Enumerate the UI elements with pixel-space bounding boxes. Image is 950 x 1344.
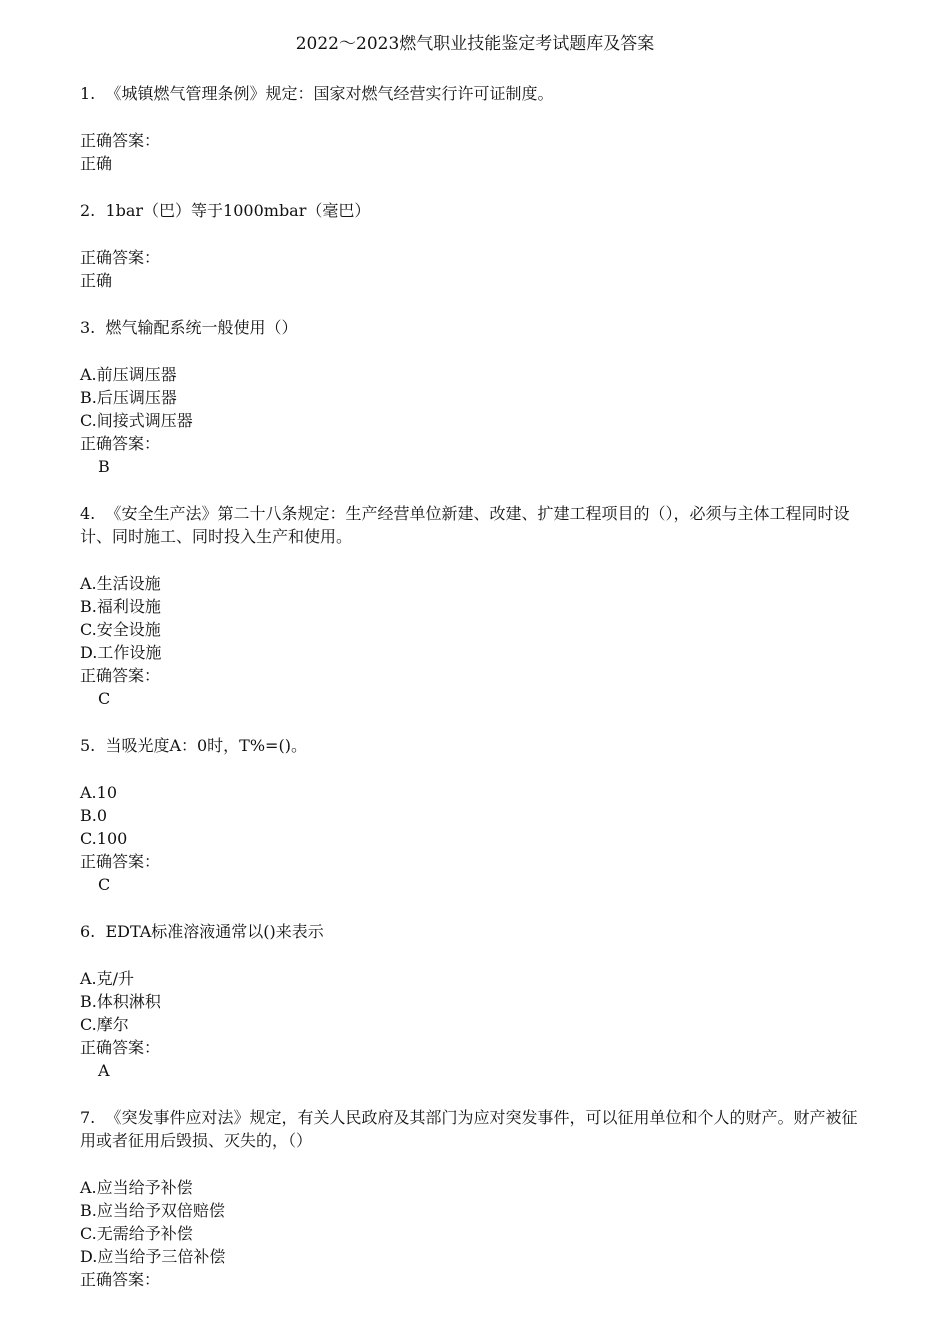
option-c: C.无需给予补偿 bbox=[80, 1224, 193, 1243]
answer-value: B bbox=[98, 457, 110, 476]
answer-value: C bbox=[98, 689, 111, 708]
answer-value: 正确 bbox=[80, 154, 113, 173]
option-b: B.应当给予双倍赔偿 bbox=[80, 1201, 225, 1220]
answer-label: 正确答案： bbox=[80, 1038, 161, 1057]
answer-label: 正确答案： bbox=[80, 1270, 161, 1289]
option-b: B.0 bbox=[80, 806, 108, 825]
option-a: A.应当给予补偿 bbox=[80, 1178, 193, 1197]
question-item bbox=[80, 1106, 870, 1291]
question-stem: 1. 《城镇燃气管理条例》规定：国家对燃气经营实行许可证制度。 bbox=[80, 84, 554, 103]
question-stem: 6. EDTA标准溶液通常以()来表示 bbox=[80, 922, 324, 941]
option-a: A.生活设施 bbox=[80, 574, 161, 593]
option-a: A.10 bbox=[80, 783, 117, 802]
answer-value: 正确 bbox=[80, 271, 113, 290]
question-item bbox=[80, 502, 870, 710]
question-list bbox=[80, 82, 870, 1315]
question-stem: 2. 1bar（巴）等于1000mbar（毫巴） bbox=[80, 201, 371, 220]
question-item bbox=[80, 199, 870, 292]
option-c: C.100 bbox=[80, 829, 128, 848]
option-b: B.福利设施 bbox=[80, 597, 161, 616]
question-item bbox=[80, 920, 870, 1082]
answer-label: 正确答案： bbox=[80, 666, 161, 685]
answer-value: C bbox=[98, 875, 111, 894]
answer-label: 正确答案： bbox=[80, 131, 161, 150]
question-stem: 4. 《安全生产法》第二十八条规定：生产经营单位新建、改建、扩建工程项目的（），必须与主体工程同时设计、同时施工、同时投入生产和使用。 bbox=[80, 504, 850, 546]
option-a: A.前压调压器 bbox=[80, 365, 177, 384]
option-a: A.克/升 bbox=[80, 969, 135, 988]
option-c: C.摩尔 bbox=[80, 1015, 129, 1034]
option-d: D.应当给予三倍补偿 bbox=[80, 1247, 226, 1266]
document-title: 2022～2023燃气职业技能鉴定考试题库及答案 bbox=[295, 34, 655, 54]
option-b: B.体积淋积 bbox=[80, 992, 161, 1011]
option-b: B.后压调压器 bbox=[80, 388, 177, 407]
question-item bbox=[80, 316, 870, 478]
question-stem: 7. 《突发事件应对法》规定，有关人民政府及其部门为应对突发事件，可以征用单位和个人的财产。财产被征用或者征用后毁损、灭失的，（） bbox=[80, 1108, 858, 1150]
question-stem: 5. 当吸光度A：0时，T%=()。 bbox=[80, 736, 307, 755]
answer-label: 正确答案： bbox=[80, 248, 161, 267]
question-item bbox=[80, 734, 870, 896]
question-stem: 3. 燃气输配系统一般使用（） bbox=[80, 318, 298, 337]
option-d: D.工作设施 bbox=[80, 643, 162, 662]
answer-label: 正确答案： bbox=[80, 434, 161, 453]
option-c: C.间接式调压器 bbox=[80, 411, 193, 430]
answer-value: A bbox=[98, 1061, 110, 1080]
answer-label: 正确答案： bbox=[80, 852, 161, 871]
question-item bbox=[80, 82, 870, 175]
option-c: C.安全设施 bbox=[80, 620, 161, 639]
